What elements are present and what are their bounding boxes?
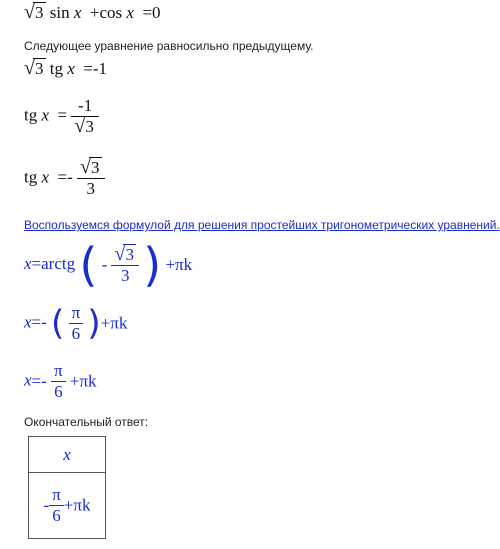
sqrt-radical: √ 3 [24,1,44,23]
fraction: √ 3 3 [111,245,139,286]
answer-cell: - $\frac{\pi}{6}$ +πk [29,473,106,539]
equation-pi-paren: x=- ( $\frac{\pi}{6}$ )+πk [24,303,128,344]
equation-pi: x=- $\frac{\pi}{6}$ +πk [24,361,97,401]
fraction: $\frac{\pi}{6}$ [69,303,84,344]
fraction: √ 3 3 [77,158,105,199]
equation-tg: √ 3 tg x =-1 [24,57,108,79]
sqrt-radical: √ 3 [24,57,44,79]
text-equivalent: Следующее уравнение равносильно предыдущему. [24,39,314,53]
text-final-answer: Окончательный ответ: [24,415,149,429]
equation-original: √ 3 sin x +cos x =0 [24,1,161,23]
answer-header: x [29,437,106,473]
formula-link[interactable]: Воспользуемся формулой для решения простейших тригонометрических уравнений. [24,218,500,232]
equation-tg-simplified: tg x =- √ 3 3 [24,158,105,199]
answer-table [28,436,106,539]
equation-arctg: x=arctg ( - √ 3 3 ) +πk [24,238,193,292]
fraction: $\frac{\pi}{6}$ [51,361,66,402]
fraction: -1 √ 3 [71,96,99,137]
equation-tg-fraction: tg x = -1 √ 3 [24,96,99,137]
